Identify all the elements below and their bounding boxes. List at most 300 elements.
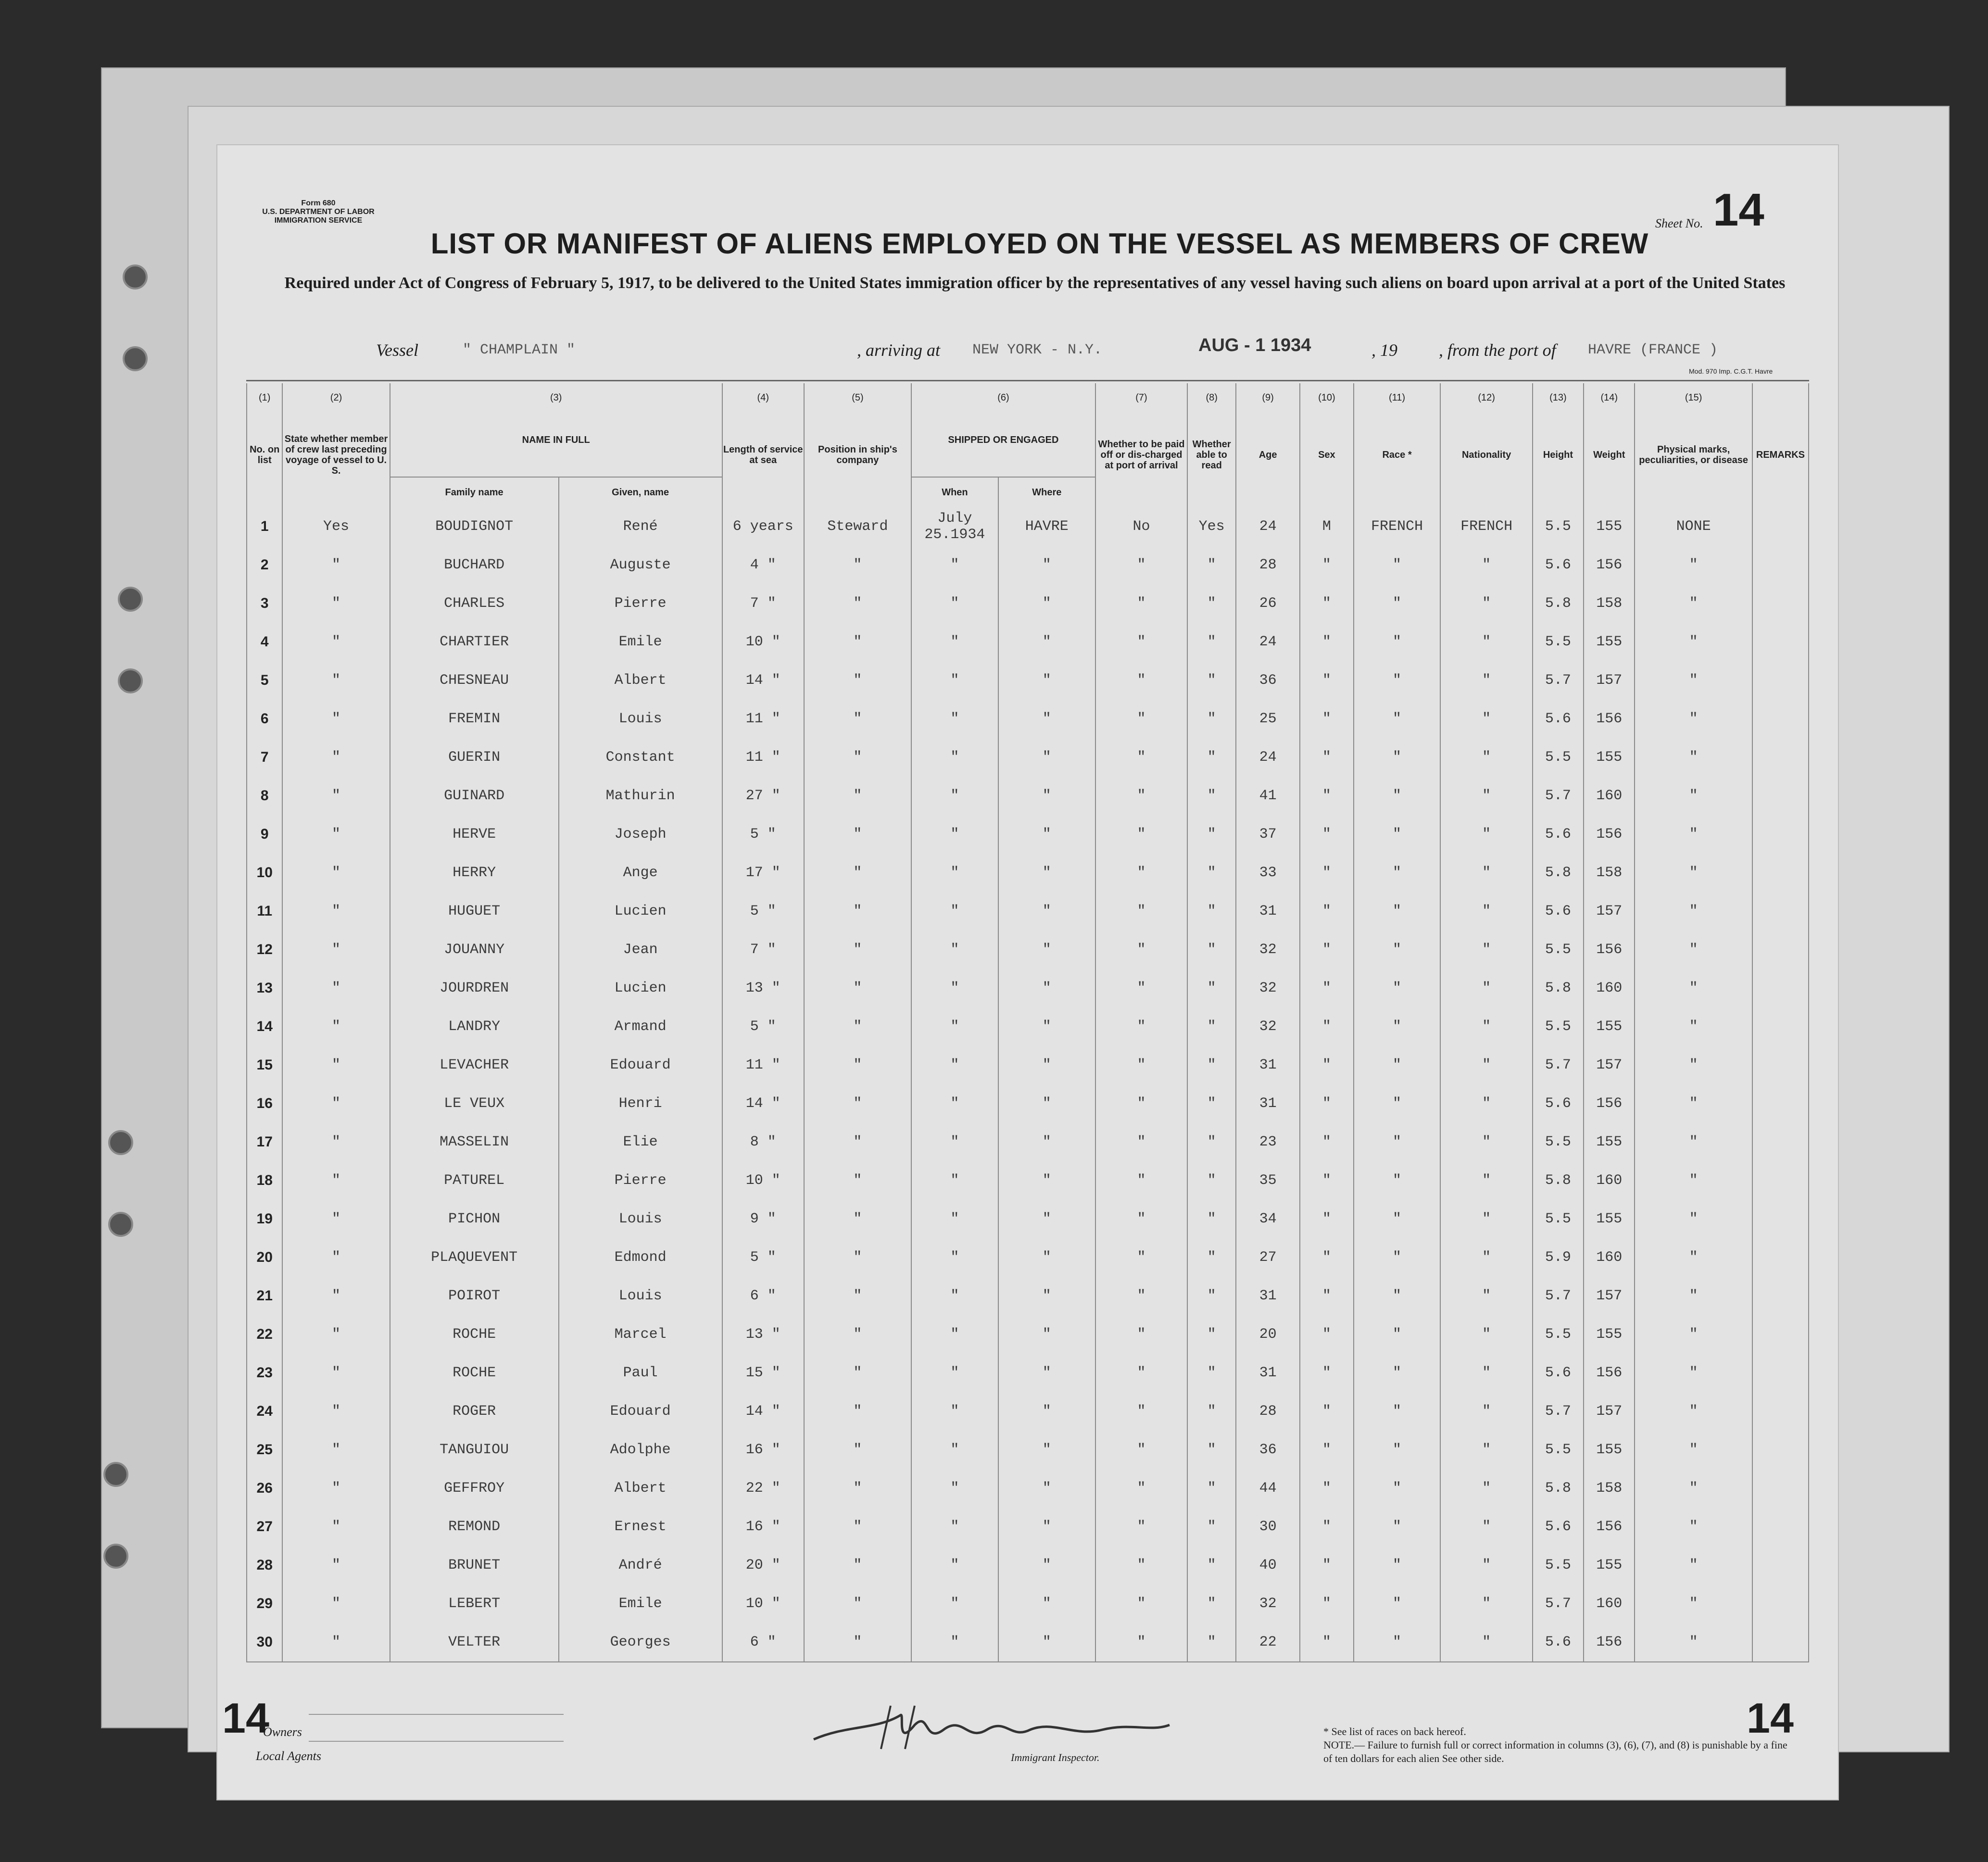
cell-no: 28 bbox=[247, 1546, 282, 1585]
cell-sex: " bbox=[1300, 1392, 1354, 1431]
cell-state: " bbox=[282, 1431, 390, 1469]
cell-height: 5.7 bbox=[1533, 777, 1584, 815]
cell-paid: " bbox=[1095, 1315, 1187, 1354]
cell-when: " bbox=[911, 969, 998, 1007]
cell-service: 5 " bbox=[722, 1238, 804, 1277]
cell-paid: " bbox=[1095, 1161, 1187, 1200]
cell-family: ROGER bbox=[390, 1392, 559, 1431]
cell-nationality: " bbox=[1440, 1315, 1532, 1354]
header-race: Race * bbox=[1354, 403, 1441, 507]
cell-given: André bbox=[559, 1546, 722, 1585]
cell-remarks bbox=[1752, 623, 1809, 661]
cell-sex: " bbox=[1300, 969, 1354, 1007]
cell-weight: 156 bbox=[1584, 1354, 1635, 1392]
cell-position: " bbox=[804, 1354, 911, 1392]
cell-state: " bbox=[282, 1007, 390, 1046]
binder-hole bbox=[123, 264, 148, 289]
cell-service: 11 " bbox=[722, 738, 804, 777]
cell-nationality: " bbox=[1440, 892, 1532, 931]
cell-service: 7 " bbox=[722, 931, 804, 969]
cell-state: " bbox=[282, 1315, 390, 1354]
page-title: LIST OR MANIFEST OF ALIENS EMPLOYED ON THE VESSEL AS MEMBERS OF CREW bbox=[430, 227, 1649, 260]
cell-family: LANDRY bbox=[390, 1007, 559, 1046]
cell-state: " bbox=[282, 623, 390, 661]
header-where: Where bbox=[998, 477, 1095, 507]
cell-read: " bbox=[1187, 1431, 1236, 1469]
cell-height: 5.7 bbox=[1533, 1585, 1584, 1623]
cell-service: 22 " bbox=[722, 1469, 804, 1508]
col-num-8: (8) bbox=[1187, 383, 1236, 403]
cell-sex: " bbox=[1300, 1200, 1354, 1238]
cell-paid: " bbox=[1095, 1046, 1187, 1084]
cell-physical: " bbox=[1635, 584, 1752, 623]
cell-where: " bbox=[998, 1508, 1095, 1546]
cell-no: 11 bbox=[247, 892, 282, 931]
cell-race: " bbox=[1354, 1084, 1441, 1123]
col-num-9: (9) bbox=[1236, 383, 1300, 403]
cell-read: " bbox=[1187, 738, 1236, 777]
cell-age: 32 bbox=[1236, 1007, 1300, 1046]
cell-remarks bbox=[1752, 661, 1809, 700]
cell-remarks bbox=[1752, 1431, 1809, 1469]
cell-where: " bbox=[998, 1354, 1095, 1392]
cell-nationality: " bbox=[1440, 584, 1532, 623]
binder-hole bbox=[118, 668, 143, 693]
cell-weight: 158 bbox=[1584, 584, 1635, 623]
cell-service: 15 " bbox=[722, 1354, 804, 1392]
cell-height: 5.8 bbox=[1533, 1161, 1584, 1200]
cell-remarks bbox=[1752, 1508, 1809, 1546]
cell-nationality: FRENCH bbox=[1440, 507, 1532, 546]
cell-service: 7 " bbox=[722, 584, 804, 623]
cell-service: 5 " bbox=[722, 815, 804, 854]
cell-where: " bbox=[998, 1277, 1095, 1315]
table-row bbox=[247, 1392, 1809, 1431]
cell-age: 36 bbox=[1236, 661, 1300, 700]
cell-given: Lucien bbox=[559, 892, 722, 931]
table-row bbox=[247, 1623, 1809, 1662]
cell-paid: " bbox=[1095, 1354, 1187, 1392]
cell-given: Emile bbox=[559, 1585, 722, 1623]
cell-family: HERVE bbox=[390, 815, 559, 854]
cell-remarks bbox=[1752, 507, 1809, 546]
cell-physical: " bbox=[1635, 892, 1752, 931]
cell-position: " bbox=[804, 854, 911, 892]
cell-when: " bbox=[911, 1084, 998, 1123]
cell-read: " bbox=[1187, 1354, 1236, 1392]
inspector-label: Immigrant Inspector. bbox=[1011, 1751, 1100, 1763]
cell-where: " bbox=[998, 1084, 1095, 1123]
cell-no: 10 bbox=[247, 854, 282, 892]
cell-family: REMOND bbox=[390, 1508, 559, 1546]
cell-read: " bbox=[1187, 1084, 1236, 1123]
col-num-15: (15) bbox=[1635, 383, 1752, 403]
cell-when: " bbox=[911, 1315, 998, 1354]
crew-manifest-table bbox=[246, 383, 1809, 1662]
cell-state: " bbox=[282, 1200, 390, 1238]
cell-family: CHESNEAU bbox=[390, 661, 559, 700]
cell-service: 11 " bbox=[722, 1046, 804, 1084]
cell-sex: " bbox=[1300, 584, 1354, 623]
cell-age: 31 bbox=[1236, 1277, 1300, 1315]
cell-sex: " bbox=[1300, 1084, 1354, 1123]
cell-when: " bbox=[911, 1354, 998, 1392]
races-note: * See list of races on back hereof. bbox=[1323, 1725, 1466, 1737]
cell-age: 22 bbox=[1236, 1623, 1300, 1662]
cell-family: TANGUIOU bbox=[390, 1431, 559, 1469]
table-row bbox=[247, 931, 1809, 969]
cell-where: " bbox=[998, 854, 1095, 892]
cell-physical: " bbox=[1635, 661, 1752, 700]
cell-family: HERRY bbox=[390, 854, 559, 892]
cell-paid: " bbox=[1095, 854, 1187, 892]
cell-where: " bbox=[998, 969, 1095, 1007]
cell-nationality: " bbox=[1440, 931, 1532, 969]
cell-sex: " bbox=[1300, 1007, 1354, 1046]
cell-paid: " bbox=[1095, 815, 1187, 854]
cell-given: Lucien bbox=[559, 969, 722, 1007]
form-service: IMMIGRATION SERVICE bbox=[274, 216, 363, 225]
cell-paid: " bbox=[1095, 1623, 1187, 1662]
cell-family: BRUNET bbox=[390, 1546, 559, 1585]
cell-position: Steward bbox=[804, 507, 911, 546]
table-row bbox=[247, 1007, 1809, 1046]
cell-service: 16 " bbox=[722, 1431, 804, 1469]
cell-remarks bbox=[1752, 1354, 1809, 1392]
cell-height: 5.6 bbox=[1533, 1084, 1584, 1123]
cell-no: 22 bbox=[247, 1315, 282, 1354]
vessel-name: " CHAMPLAIN " bbox=[463, 342, 576, 358]
cell-position: " bbox=[804, 931, 911, 969]
table-row bbox=[247, 1161, 1809, 1200]
cell-remarks bbox=[1752, 969, 1809, 1007]
cell-weight: 160 bbox=[1584, 969, 1635, 1007]
cell-height: 5.8 bbox=[1533, 854, 1584, 892]
cell-no: 20 bbox=[247, 1238, 282, 1277]
header-sex: Sex bbox=[1300, 403, 1354, 507]
cell-when: " bbox=[911, 1123, 998, 1161]
cell-no: 5 bbox=[247, 661, 282, 700]
cell-state: " bbox=[282, 1354, 390, 1392]
cell-sex: " bbox=[1300, 1277, 1354, 1315]
cell-race: " bbox=[1354, 931, 1441, 969]
cell-weight: 155 bbox=[1584, 623, 1635, 661]
cell-paid: " bbox=[1095, 931, 1187, 969]
cell-physical: " bbox=[1635, 777, 1752, 815]
cell-service: 11 " bbox=[722, 700, 804, 738]
cell-no: 16 bbox=[247, 1084, 282, 1123]
cell-age: 23 bbox=[1236, 1123, 1300, 1161]
cell-race: " bbox=[1354, 815, 1441, 854]
cell-nationality: " bbox=[1440, 1046, 1532, 1084]
cell-when: " bbox=[911, 931, 998, 969]
table-row bbox=[247, 700, 1809, 738]
cell-nationality: " bbox=[1440, 1585, 1532, 1623]
cell-state: " bbox=[282, 1277, 390, 1315]
cell-position: " bbox=[804, 1084, 911, 1123]
cell-when: " bbox=[911, 777, 998, 815]
cell-nationality: " bbox=[1440, 1123, 1532, 1161]
cell-physical: " bbox=[1635, 1123, 1752, 1161]
cell-family: LEVACHER bbox=[390, 1046, 559, 1084]
cell-state: " bbox=[282, 1623, 390, 1662]
table-row bbox=[247, 815, 1809, 854]
cell-height: 5.6 bbox=[1533, 815, 1584, 854]
cell-position: " bbox=[804, 661, 911, 700]
cell-nationality: " bbox=[1440, 738, 1532, 777]
cell-nationality: " bbox=[1440, 1200, 1532, 1238]
cell-no: 25 bbox=[247, 1431, 282, 1469]
cell-race: " bbox=[1354, 1431, 1441, 1469]
manifest-sheet bbox=[216, 144, 1839, 1800]
cell-height: 5.9 bbox=[1533, 1238, 1584, 1277]
table-row bbox=[247, 1546, 1809, 1585]
cell-paid: " bbox=[1095, 661, 1187, 700]
table-row bbox=[247, 1123, 1809, 1161]
cell-given: Louis bbox=[559, 1277, 722, 1315]
cell-race: " bbox=[1354, 1585, 1441, 1623]
header-family-name: Family name bbox=[390, 477, 559, 507]
cell-where: " bbox=[998, 661, 1095, 700]
cell-physical: " bbox=[1635, 815, 1752, 854]
cell-age: 30 bbox=[1236, 1508, 1300, 1546]
cell-read: " bbox=[1187, 1585, 1236, 1623]
cell-position: " bbox=[804, 738, 911, 777]
cell-age: 31 bbox=[1236, 1354, 1300, 1392]
col-num-remarks bbox=[1752, 383, 1809, 403]
cell-when: " bbox=[911, 1238, 998, 1277]
cell-given: Louis bbox=[559, 700, 722, 738]
cell-read: " bbox=[1187, 969, 1236, 1007]
cell-service: 14 " bbox=[722, 661, 804, 700]
cell-remarks bbox=[1752, 1546, 1809, 1585]
table-row bbox=[247, 584, 1809, 623]
cell-remarks bbox=[1752, 1585, 1809, 1623]
cell-given: Louis bbox=[559, 1200, 722, 1238]
cell-family: VELTER bbox=[390, 1623, 559, 1662]
cell-race: " bbox=[1354, 1392, 1441, 1431]
cell-weight: 155 bbox=[1584, 1007, 1635, 1046]
cell-given: Henri bbox=[559, 1084, 722, 1123]
cell-state: " bbox=[282, 1161, 390, 1200]
cell-family: ROCHE bbox=[390, 1354, 559, 1392]
cell-physical: " bbox=[1635, 931, 1752, 969]
cell-physical: " bbox=[1635, 1508, 1752, 1546]
cell-race: " bbox=[1354, 1546, 1441, 1585]
cell-paid: " bbox=[1095, 1007, 1187, 1046]
column-number-row bbox=[247, 383, 1809, 403]
header-given-name: Given, name bbox=[559, 477, 722, 507]
cell-age: 24 bbox=[1236, 623, 1300, 661]
cell-age: 32 bbox=[1236, 969, 1300, 1007]
cell-height: 5.6 bbox=[1533, 892, 1584, 931]
cell-read: Yes bbox=[1187, 507, 1236, 546]
cell-read: " bbox=[1187, 1007, 1236, 1046]
cell-weight: 155 bbox=[1584, 1123, 1635, 1161]
cell-read: " bbox=[1187, 700, 1236, 738]
cell-paid: " bbox=[1095, 1123, 1187, 1161]
cell-race: " bbox=[1354, 1007, 1441, 1046]
cell-position: " bbox=[804, 1431, 911, 1469]
cell-where: " bbox=[998, 623, 1095, 661]
cell-weight: 156 bbox=[1584, 1084, 1635, 1123]
cell-where: " bbox=[998, 1431, 1095, 1469]
cell-when: " bbox=[911, 1623, 998, 1662]
cell-no: 21 bbox=[247, 1277, 282, 1315]
cell-service: 10 " bbox=[722, 1585, 804, 1623]
cell-age: 31 bbox=[1236, 1046, 1300, 1084]
cell-remarks bbox=[1752, 892, 1809, 931]
cell-nationality: " bbox=[1440, 1546, 1532, 1585]
cell-when: " bbox=[911, 854, 998, 892]
cell-sex: " bbox=[1300, 1431, 1354, 1469]
year-label: , 19 bbox=[1371, 340, 1397, 360]
table-row bbox=[247, 854, 1809, 892]
cell-family: BOUDIGNOT bbox=[390, 507, 559, 546]
cell-sex: " bbox=[1300, 1469, 1354, 1508]
cell-where: " bbox=[998, 1546, 1095, 1585]
cell-height: 5.5 bbox=[1533, 1315, 1584, 1354]
cell-remarks bbox=[1752, 584, 1809, 623]
cell-state: " bbox=[282, 815, 390, 854]
cell-paid: " bbox=[1095, 1546, 1187, 1585]
cell-position: " bbox=[804, 1046, 911, 1084]
cell-given: Constant bbox=[559, 738, 722, 777]
cell-physical: NONE bbox=[1635, 507, 1752, 546]
cell-position: " bbox=[804, 1315, 911, 1354]
table-row bbox=[247, 1277, 1809, 1315]
cell-height: 5.6 bbox=[1533, 1508, 1584, 1546]
table-row bbox=[247, 1200, 1809, 1238]
cell-where: " bbox=[998, 1123, 1095, 1161]
cell-where: " bbox=[998, 546, 1095, 584]
cell-weight: 156 bbox=[1584, 700, 1635, 738]
cell-weight: 160 bbox=[1584, 1161, 1635, 1200]
cell-physical: " bbox=[1635, 1354, 1752, 1392]
cell-age: 34 bbox=[1236, 1200, 1300, 1238]
cell-given: Pierre bbox=[559, 1161, 722, 1200]
col-num-10: (10) bbox=[1300, 383, 1354, 403]
bottom-left-sheet-number: 14 bbox=[222, 1694, 269, 1742]
cell-service: 27 " bbox=[722, 777, 804, 815]
cell-race: " bbox=[1354, 892, 1441, 931]
cell-no: 3 bbox=[247, 584, 282, 623]
cell-remarks bbox=[1752, 546, 1809, 584]
cell-physical: " bbox=[1635, 1277, 1752, 1315]
cell-nationality: " bbox=[1440, 546, 1532, 584]
cell-no: 1 bbox=[247, 507, 282, 546]
column-header-row bbox=[247, 403, 1809, 477]
cell-sex: " bbox=[1300, 1046, 1354, 1084]
cell-height: 5.5 bbox=[1533, 1007, 1584, 1046]
cell-service: 20 " bbox=[722, 1546, 804, 1585]
cell-read: " bbox=[1187, 854, 1236, 892]
cell-remarks bbox=[1752, 1200, 1809, 1238]
cell-nationality: " bbox=[1440, 661, 1532, 700]
cell-sex: " bbox=[1300, 546, 1354, 584]
cell-service: 16 " bbox=[722, 1508, 804, 1546]
cell-state: " bbox=[282, 1046, 390, 1084]
header-nationality: Nationality bbox=[1440, 403, 1532, 507]
cell-position: " bbox=[804, 546, 911, 584]
cell-service: 5 " bbox=[722, 1007, 804, 1046]
binder-hole bbox=[108, 1130, 133, 1155]
cell-given: René bbox=[559, 507, 722, 546]
header-name-in-full: NAME IN FULL bbox=[390, 403, 722, 477]
col-num-11: (11) bbox=[1354, 383, 1441, 403]
cell-position: " bbox=[804, 1161, 911, 1200]
cell-height: 5.5 bbox=[1533, 738, 1584, 777]
cell-nationality: " bbox=[1440, 969, 1532, 1007]
cell-read: " bbox=[1187, 1161, 1236, 1200]
cell-sex: " bbox=[1300, 1238, 1354, 1277]
arriving-port: NEW YORK - N.Y. bbox=[972, 342, 1103, 358]
cell-height: 5.5 bbox=[1533, 1123, 1584, 1161]
cell-paid: " bbox=[1095, 623, 1187, 661]
cell-physical: " bbox=[1635, 1161, 1752, 1200]
table-row bbox=[247, 661, 1809, 700]
cell-physical: " bbox=[1635, 623, 1752, 661]
cell-nationality: " bbox=[1440, 1161, 1532, 1200]
cell-where: " bbox=[998, 931, 1095, 969]
cell-read: " bbox=[1187, 1277, 1236, 1315]
cell-physical: " bbox=[1635, 854, 1752, 892]
cell-given: Emile bbox=[559, 623, 722, 661]
cell-weight: 156 bbox=[1584, 546, 1635, 584]
cell-nationality: " bbox=[1440, 1431, 1532, 1469]
cell-no: 27 bbox=[247, 1508, 282, 1546]
cell-read: " bbox=[1187, 1392, 1236, 1431]
cell-paid: " bbox=[1095, 1431, 1187, 1469]
table-row bbox=[247, 892, 1809, 931]
cell-state: " bbox=[282, 1238, 390, 1277]
cell-when: " bbox=[911, 892, 998, 931]
cell-read: " bbox=[1187, 815, 1236, 854]
cell-sex: " bbox=[1300, 738, 1354, 777]
cell-height: 5.5 bbox=[1533, 507, 1584, 546]
cell-service: 14 " bbox=[722, 1392, 804, 1431]
vessel-label: Vessel bbox=[376, 340, 418, 360]
footer-notes bbox=[1323, 1725, 1795, 1765]
col-num-4: (4) bbox=[722, 383, 804, 403]
cell-sex: " bbox=[1300, 815, 1354, 854]
cell-race: FRENCH bbox=[1354, 507, 1441, 546]
cell-given: Albert bbox=[559, 661, 722, 700]
cell-race: " bbox=[1354, 1046, 1441, 1084]
cell-state: " bbox=[282, 1546, 390, 1585]
cell-paid: " bbox=[1095, 1469, 1187, 1508]
cell-where: " bbox=[998, 738, 1095, 777]
cell-where: " bbox=[998, 1392, 1095, 1431]
cell-state: " bbox=[282, 546, 390, 584]
cell-state: " bbox=[282, 892, 390, 931]
cell-no: 23 bbox=[247, 1354, 282, 1392]
cell-position: " bbox=[804, 1546, 911, 1585]
cell-sex: M bbox=[1300, 507, 1354, 546]
cell-height: 5.7 bbox=[1533, 1392, 1584, 1431]
cell-physical: " bbox=[1635, 1585, 1752, 1623]
cell-when: " bbox=[911, 1508, 998, 1546]
cell-position: " bbox=[804, 892, 911, 931]
cell-family: PICHON bbox=[390, 1200, 559, 1238]
header-state-member: State whether member of crew last preceding voyage of vessel to U. S. bbox=[282, 403, 390, 507]
sheet-number-label: Sheet No. bbox=[1655, 216, 1703, 230]
table-row bbox=[247, 1469, 1809, 1508]
cell-weight: 157 bbox=[1584, 1046, 1635, 1084]
form-department: U.S. DEPARTMENT OF LABOR bbox=[262, 208, 375, 216]
table-row bbox=[247, 738, 1809, 777]
cell-paid: " bbox=[1095, 1277, 1187, 1315]
